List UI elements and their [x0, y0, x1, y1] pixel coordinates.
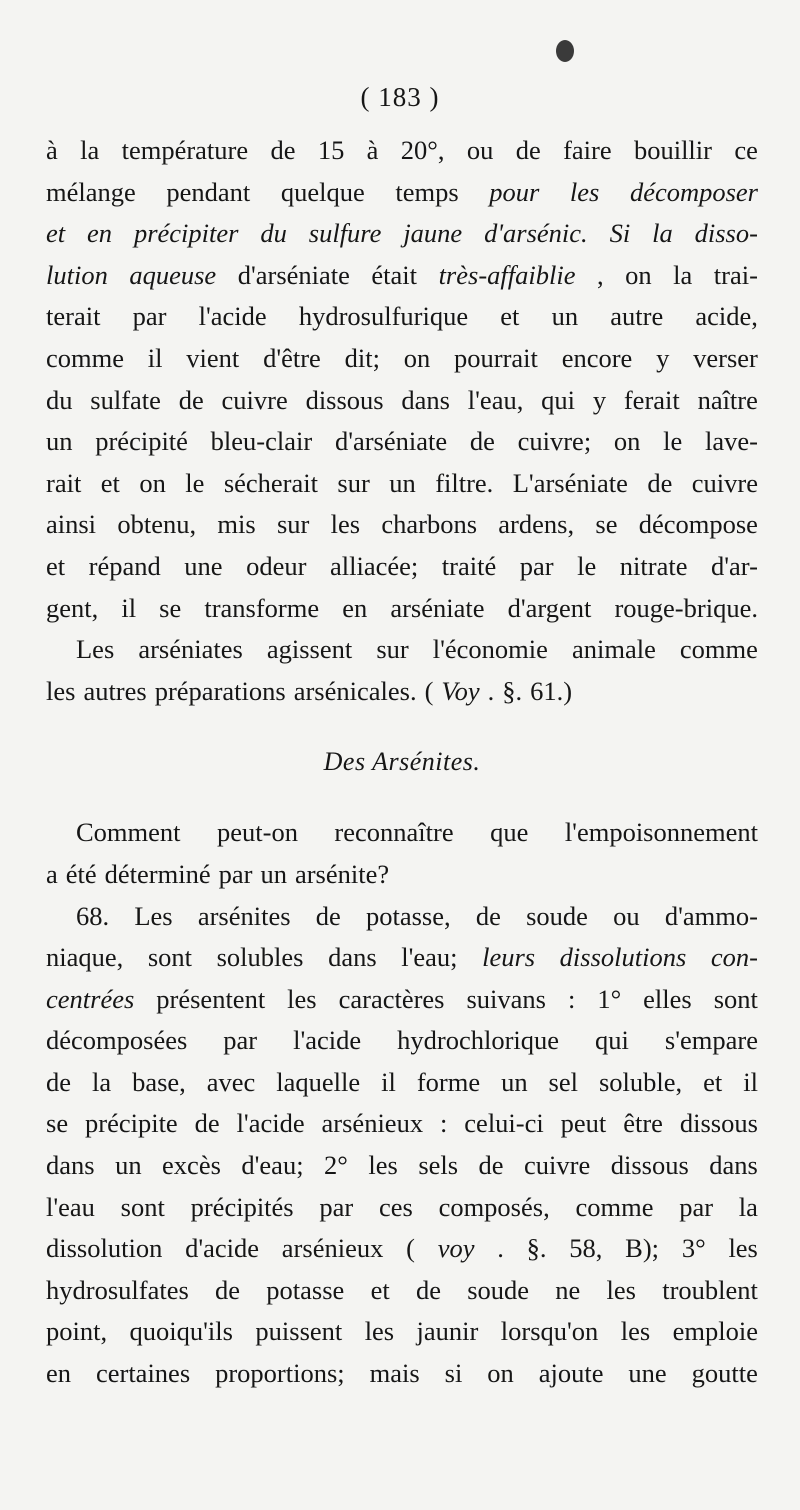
word: solubles [216, 942, 304, 973]
word: §. [502, 675, 523, 706]
word: de [46, 1066, 72, 1097]
word: sulfure [308, 218, 382, 249]
word: con- [710, 942, 758, 973]
word: sont [147, 942, 193, 973]
text-line [46, 854, 758, 896]
word: à [366, 135, 379, 165]
word: gent, [46, 592, 99, 623]
text-line [46, 979, 758, 1021]
paragraph-arseniates-effect [46, 629, 758, 712]
word: ajoute [538, 1358, 604, 1389]
word: dans [328, 942, 377, 973]
word: jaunir [416, 1316, 479, 1347]
word: la [738, 1191, 758, 1222]
word: terait [46, 301, 101, 332]
word: 2° [324, 1150, 348, 1181]
word: traité [441, 550, 497, 581]
word: charbons [381, 509, 478, 540]
word: pendant [166, 176, 251, 207]
word: les [46, 675, 76, 706]
word: lave- [705, 426, 758, 457]
word: d'argent [507, 592, 592, 623]
word: l'économie [432, 634, 548, 665]
word: l'empoisonnement [564, 817, 758, 848]
word: d'arsénic. [484, 218, 588, 249]
word: il [147, 342, 163, 373]
word: 20°, [400, 135, 445, 165]
word: : [567, 983, 576, 1014]
word: ce [734, 135, 758, 165]
text-line [46, 172, 758, 214]
word: les [364, 1316, 395, 1347]
text-line [46, 338, 758, 380]
word: ( [406, 1233, 415, 1264]
word: ferait [623, 384, 680, 415]
word: en [46, 1358, 72, 1389]
text-line [46, 546, 758, 588]
word: hydrosulfurique [298, 301, 469, 332]
word: si [444, 1358, 463, 1389]
word: ardens, [498, 509, 575, 540]
word: emploie [672, 1316, 758, 1347]
word: 58, [569, 1233, 603, 1264]
word: était [371, 259, 418, 290]
word: température [121, 135, 249, 165]
word: ( [424, 675, 434, 706]
word: aqueuse [129, 259, 217, 290]
text-line [46, 1145, 758, 1187]
word: faire [563, 135, 612, 165]
word: comme [575, 1191, 654, 1222]
word: précipiter [133, 218, 239, 249]
word: mélange [46, 176, 136, 207]
word: par [679, 1191, 714, 1222]
word: les [287, 983, 317, 1014]
paragraph-arseniates-test [46, 130, 758, 629]
word: arséniate [390, 592, 485, 623]
text-line [46, 937, 758, 979]
word: y [656, 342, 670, 373]
word: proportions; [215, 1358, 345, 1389]
text-line [46, 380, 758, 422]
word: sur [337, 467, 370, 498]
word: de [194, 1108, 220, 1139]
word: de [475, 900, 501, 931]
word: de [469, 426, 495, 457]
text-line [46, 1311, 758, 1353]
word: d'ar- [710, 550, 758, 581]
word: il [381, 1066, 396, 1097]
word: déterminé [104, 858, 211, 889]
word: du [46, 384, 73, 415]
word: une [628, 1358, 667, 1389]
word: animale [571, 634, 656, 665]
text-line [46, 1020, 758, 1062]
word: lution [46, 259, 108, 290]
word: sel [548, 1066, 578, 1097]
word: ou [613, 900, 640, 931]
word: a [46, 858, 58, 889]
word: soude [526, 900, 588, 931]
text-line [46, 1270, 758, 1312]
word: troublent [662, 1274, 758, 1305]
word: rouge-brique. [614, 592, 758, 623]
word: on [487, 1358, 514, 1389]
word: verser [693, 342, 758, 373]
word: qui [595, 1025, 629, 1056]
word: dissolution [46, 1233, 163, 1264]
word: d'arséniate [237, 259, 350, 290]
word: Si [609, 218, 631, 249]
word: on [403, 342, 431, 373]
word: l'eau, [467, 384, 524, 415]
word: forme [416, 1066, 481, 1097]
word: et [100, 467, 120, 498]
word: hydrosulfates [46, 1274, 189, 1305]
word: une [184, 550, 223, 581]
text-line [46, 588, 758, 630]
word: vient [186, 342, 240, 373]
word: la [91, 1066, 112, 1097]
text-line [46, 1062, 758, 1104]
word: et [46, 218, 66, 249]
word: de [515, 135, 541, 165]
word: quoiqu'ils [129, 1316, 233, 1347]
word: rait [46, 467, 82, 498]
paragraph-68 [46, 896, 758, 1395]
word: d'arséniate [334, 426, 448, 457]
word: cuivre [221, 384, 288, 415]
word: dans [46, 1150, 95, 1181]
text-line [46, 296, 758, 338]
word: sécherait [223, 467, 318, 498]
word: dissolutions [559, 942, 687, 973]
word: y [592, 384, 607, 415]
word: pour [489, 176, 540, 207]
word: de [315, 900, 341, 931]
word: être [623, 1108, 663, 1139]
word: soluble, [598, 1066, 683, 1097]
word: , [596, 259, 604, 290]
word: qui [541, 384, 576, 415]
word: répand [88, 550, 161, 581]
text-line [46, 130, 758, 172]
word: décomposer [629, 176, 758, 207]
word: Comment [76, 817, 181, 848]
text-line [46, 1228, 758, 1270]
word: la [652, 218, 673, 249]
word: naître [697, 384, 758, 415]
word: ainsi [46, 509, 97, 540]
word: précipités [190, 1191, 294, 1222]
word: la [673, 259, 693, 290]
word: arsénite? [294, 858, 390, 889]
word: arséniates [138, 634, 243, 665]
word: de [178, 384, 204, 415]
word: à [46, 135, 58, 165]
word: ces [378, 1191, 413, 1222]
word: précipite [85, 1108, 178, 1139]
word: soude [467, 1274, 530, 1305]
word: de [647, 467, 673, 498]
word: de [415, 1274, 441, 1305]
word: cuivre [524, 1150, 591, 1181]
word: Voy [441, 675, 480, 706]
word: l'acide [293, 1025, 362, 1056]
word: nitrate [619, 550, 688, 581]
word: reconnaître [334, 817, 454, 848]
word: on [613, 426, 641, 457]
word: encore [561, 342, 633, 373]
word: en [87, 218, 113, 249]
text-line [46, 421, 758, 463]
word: 1° [597, 983, 622, 1014]
word: par [519, 550, 554, 581]
word: autres [83, 675, 147, 706]
word: se [159, 592, 182, 623]
word: avec [206, 1066, 256, 1097]
word: agissent [266, 634, 353, 665]
word: dit; [344, 342, 380, 373]
text-line [46, 671, 758, 713]
word: base, [132, 1066, 186, 1097]
word: dans [401, 384, 450, 415]
word: bouillir [633, 135, 712, 165]
text-line [46, 1103, 758, 1145]
word: §. [526, 1233, 547, 1264]
word: leurs [482, 942, 536, 973]
word: ou [466, 135, 494, 165]
word: dans [709, 1150, 758, 1181]
word: trai- [713, 259, 758, 290]
word: dissous [679, 1108, 758, 1139]
word: hydrochlorique [397, 1025, 560, 1056]
word: cuivre; [517, 426, 592, 457]
word: préparations [154, 675, 286, 706]
word: présentent [156, 983, 266, 1014]
word: 68. [76, 900, 110, 931]
word: suivans [466, 983, 546, 1014]
word: un [389, 467, 416, 498]
word: elles [643, 983, 692, 1014]
word: on [625, 259, 652, 290]
word: il [743, 1066, 758, 1097]
word: l'acide [198, 301, 267, 332]
word: un [46, 426, 73, 457]
word: cuivre [691, 467, 758, 498]
word: et [46, 550, 66, 581]
word: peut [560, 1108, 607, 1139]
page-body [46, 130, 758, 1395]
word: d'eau; [241, 1150, 304, 1181]
word: arsénicales. [293, 675, 417, 706]
word: temps [395, 176, 459, 207]
word: été [65, 858, 97, 889]
word: se [46, 1108, 69, 1139]
word: puissent [255, 1316, 343, 1347]
word: voy [437, 1233, 475, 1264]
word: l'eau; [401, 942, 458, 973]
text-line [46, 504, 758, 546]
word: d'ammo- [664, 900, 758, 931]
word: il [121, 592, 137, 623]
word: précipité [95, 426, 188, 457]
word: potasse, [366, 900, 451, 931]
word: comme [679, 634, 758, 665]
word: se [595, 509, 618, 540]
word: arsénites [197, 900, 291, 931]
word: comme [46, 342, 124, 373]
word: un [501, 1066, 528, 1097]
word: un [551, 301, 579, 332]
word: l'eau [46, 1191, 95, 1222]
text-line [46, 463, 758, 505]
word: quelque [280, 176, 365, 207]
word: ne [555, 1274, 581, 1305]
word: sulfate [90, 384, 161, 415]
word: caractères [338, 983, 445, 1014]
word: B); [625, 1233, 660, 1264]
word: excès [162, 1150, 221, 1181]
text-line [46, 1187, 758, 1229]
word: et [370, 1274, 390, 1305]
word: : [440, 1108, 448, 1139]
word: s'empare [664, 1025, 758, 1056]
word: sels [418, 1150, 459, 1181]
word: obtenu, [117, 509, 197, 540]
word: la [80, 135, 100, 165]
word: de [215, 1274, 241, 1305]
word: les [606, 1274, 636, 1305]
word: laquelle [276, 1066, 361, 1097]
word: alliacée; [329, 550, 419, 581]
word: dissous [305, 384, 384, 415]
word: et [500, 301, 520, 332]
ink-blot [556, 40, 574, 62]
word: d'être [263, 342, 321, 373]
word: les [728, 1233, 758, 1264]
word: composés, [438, 1191, 550, 1222]
word: jaune [403, 218, 463, 249]
word: les [330, 509, 361, 540]
word: décomposées [46, 1025, 188, 1056]
word: lorsqu'on [500, 1316, 599, 1347]
word: l'acide [236, 1108, 305, 1139]
word: filtre. [435, 467, 494, 498]
word: point, [46, 1316, 108, 1347]
word: dissous [610, 1150, 689, 1181]
word: . [497, 1233, 504, 1264]
word: on [139, 467, 166, 498]
word: par [132, 301, 167, 332]
word: sont [713, 983, 758, 1014]
text-line [46, 629, 758, 671]
text-line [46, 896, 758, 938]
word: les [620, 1316, 651, 1347]
word: sur [376, 634, 409, 665]
word: arsénieux [321, 1108, 424, 1139]
word: bleu-clair [210, 426, 313, 457]
word: Les [76, 634, 115, 665]
word: un [260, 858, 287, 889]
word: 61.) [530, 675, 573, 706]
word: acide, [695, 301, 758, 332]
word: pourrait [454, 342, 538, 373]
word: centrées [46, 983, 135, 1014]
page-number: ( 183 ) [360, 82, 440, 112]
word: d'acide [185, 1233, 260, 1264]
word: le [577, 550, 597, 581]
word: les [569, 176, 600, 207]
word: le [663, 426, 683, 457]
word: de [270, 135, 296, 165]
word: peut-on [217, 817, 298, 848]
section-heading: Des Arsénites. [323, 747, 481, 777]
word: mais [369, 1358, 420, 1389]
text-line [46, 1353, 758, 1395]
word: de [478, 1150, 504, 1181]
word: niaque, [46, 942, 124, 973]
word: sur [276, 509, 310, 540]
word: sont [120, 1191, 165, 1222]
word: 3° [681, 1233, 706, 1264]
word: par [223, 1025, 258, 1056]
word: un [115, 1150, 142, 1181]
word: en [342, 592, 368, 623]
word: 15 [317, 135, 345, 165]
question-paragraph [46, 812, 758, 895]
word: le [185, 467, 205, 498]
text-line [46, 255, 758, 297]
word: par [218, 858, 253, 889]
word: du [260, 218, 287, 249]
word: les [368, 1150, 398, 1181]
word: que [490, 817, 529, 848]
word: très-affaiblie [438, 259, 576, 290]
word: goutte [691, 1358, 758, 1389]
word: par [319, 1191, 354, 1222]
text-line [46, 812, 758, 854]
word: L'arséniate [512, 467, 628, 498]
word: et [703, 1066, 723, 1097]
word: mis [217, 509, 256, 540]
text-line [46, 213, 758, 255]
word: odeur [246, 550, 307, 581]
word: décompose [638, 509, 758, 540]
word: disso- [694, 218, 758, 249]
word: celui-ci [464, 1108, 544, 1139]
word: Les [134, 900, 173, 931]
word: certaines [95, 1358, 191, 1389]
word: arsénieux [281, 1233, 384, 1264]
word: potasse [266, 1274, 345, 1305]
word: transforme [204, 592, 320, 623]
word: . [487, 675, 495, 706]
word: autre [610, 301, 664, 332]
